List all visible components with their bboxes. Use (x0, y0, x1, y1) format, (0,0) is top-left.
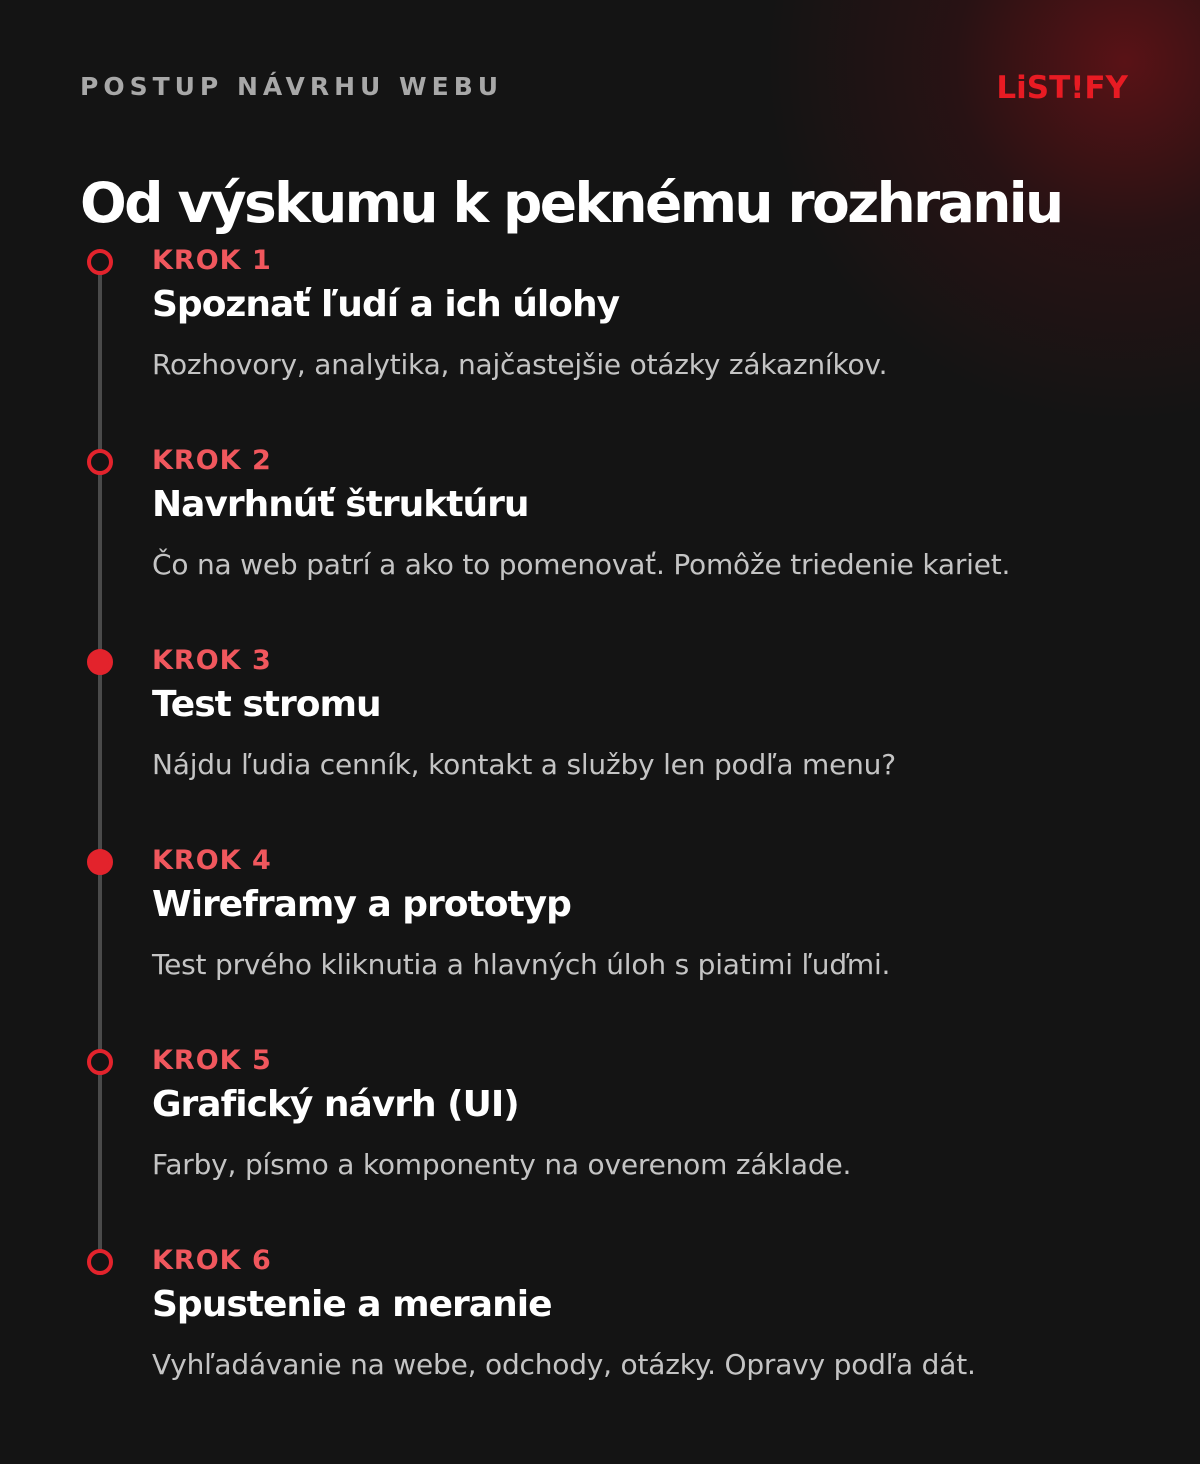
step-title: Wireframy a prototyp (152, 884, 571, 925)
step-description: Farby, písmo a komponenty na overenom základe. (152, 1148, 852, 1181)
eyebrow-label: POSTUP NÁVRHU WEBU (80, 72, 504, 101)
step-description: Vyhľadávanie na webe, odchody, otázky. Opravy podľa dát. (152, 1348, 976, 1381)
step-label: KROK 5 (152, 1045, 272, 1076)
step-marker-outline-icon (87, 1249, 113, 1275)
step-description: Nájdu ľudia cenník, kontakt a služby len podľa menu? (152, 748, 896, 781)
step-title: Test stromu (152, 684, 381, 725)
page-title: Od výskumu k peknému rozhraniu (80, 170, 1062, 235)
step-marker-filled-icon (87, 649, 113, 675)
timeline-step-4 (0, 845, 1200, 1049)
step-description: Rozhovory, analytika, najčastejšie otázky zákazníkov. (152, 348, 888, 381)
step-label: KROK 4 (152, 845, 272, 876)
step-label: KROK 3 (152, 645, 272, 676)
step-label: KROK 6 (152, 1245, 272, 1276)
step-marker-outline-icon (87, 249, 113, 275)
step-description: Čo na web patrí a ako to pomenovať. Pomôže triedenie kariet. (152, 548, 1011, 581)
timeline-step-5 (0, 1045, 1200, 1249)
step-label: KROK 1 (152, 245, 272, 276)
step-label: KROK 2 (152, 445, 272, 476)
timeline-step-2 (0, 445, 1200, 649)
step-marker-filled-icon (87, 849, 113, 875)
step-marker-outline-icon (87, 1049, 113, 1075)
step-title: Grafický návrh (UI) (152, 1084, 519, 1125)
step-title: Spustenie a meranie (152, 1284, 552, 1325)
step-marker-outline-icon (87, 449, 113, 475)
timeline-step-6 (0, 1245, 1200, 1449)
step-title: Spoznať ľudí a ich úlohy (152, 284, 620, 325)
listify-logo: LiST!FY (996, 70, 1128, 106)
timeline-step-3 (0, 645, 1200, 849)
step-description: Test prvého kliknutia a hlavných úloh s piatimi ľuďmi. (152, 948, 891, 981)
step-title: Navrhnúť štruktúru (152, 484, 529, 525)
timeline-step-1 (0, 245, 1200, 449)
